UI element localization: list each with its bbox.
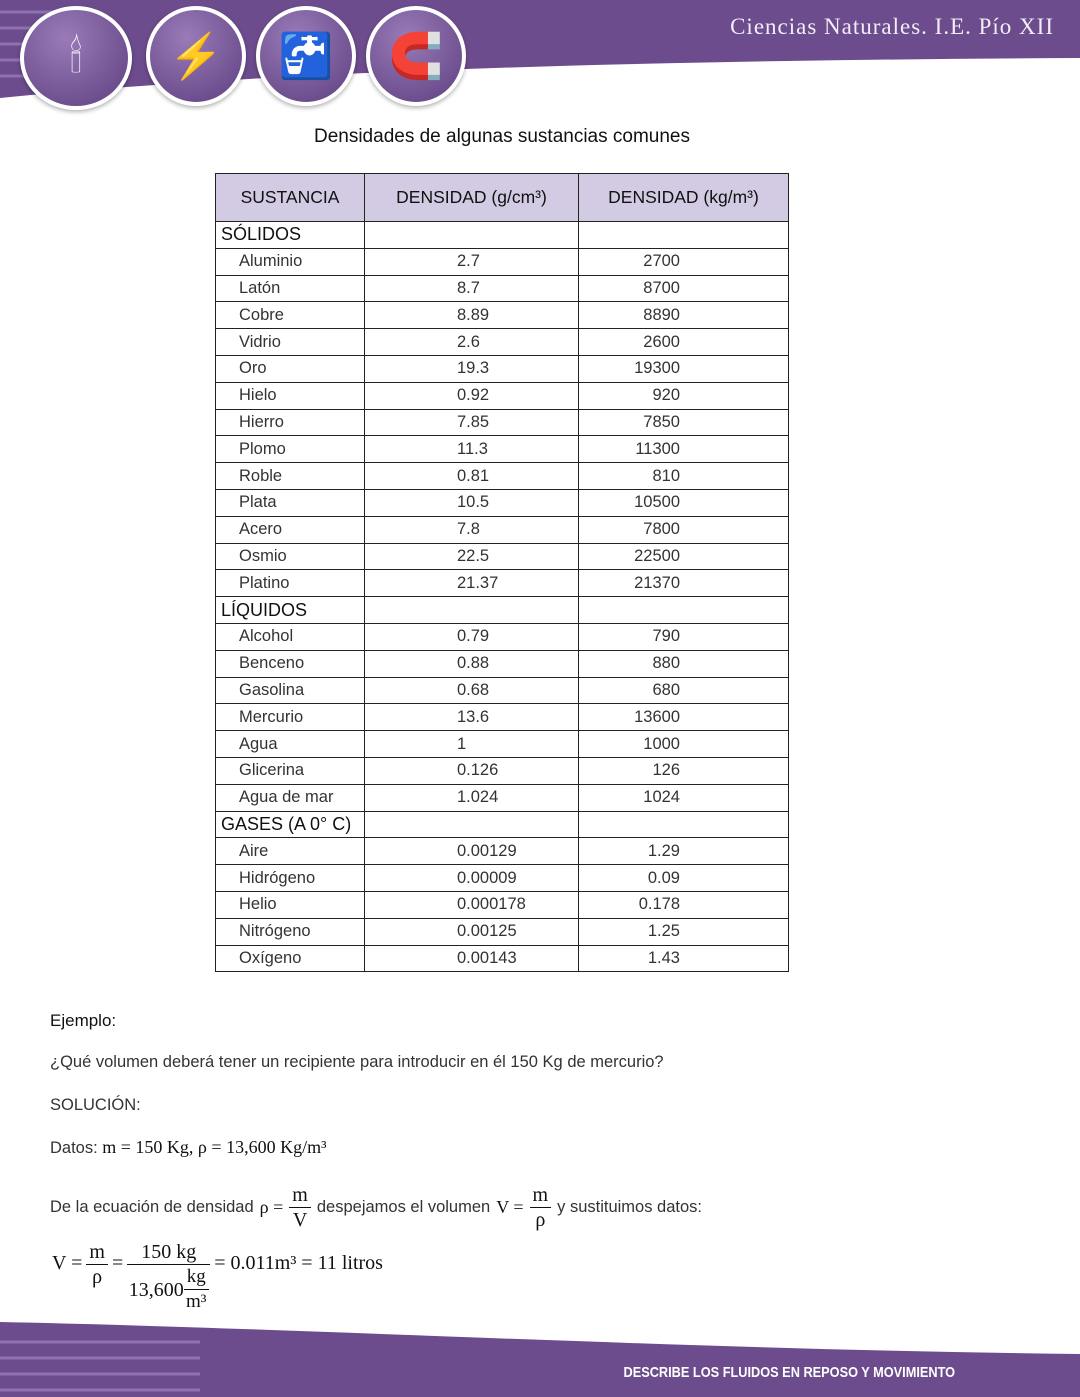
density-gcm3: 22.5: [365, 543, 579, 570]
density-gcm3: 7.85: [365, 409, 579, 436]
footer-text: DESCRIBE LOS FLUIDOS EN REPOSO Y MOVIMIENTO: [623, 1364, 955, 1381]
substance-name: Agua de mar: [216, 784, 365, 811]
equals: =: [111, 1252, 124, 1274]
table-row: [216, 436, 789, 463]
table-row: [216, 784, 789, 811]
density-kgm3: 1.29: [579, 838, 789, 865]
density-kgm3: 0.09: [579, 865, 789, 892]
group-row: [216, 597, 789, 624]
equation-text-c: y sustituimos datos:: [557, 1198, 702, 1216]
density-gcm3: 21.37: [365, 570, 579, 597]
density-kgm3: 11300: [579, 436, 789, 463]
substance-name: Cobre: [216, 302, 365, 329]
fraction-m-over-rho: [86, 1240, 108, 1289]
numerator: m: [530, 1183, 552, 1208]
table-row: [216, 570, 789, 597]
density-kgm3: 1000: [579, 731, 789, 758]
density-kgm3: 790: [579, 623, 789, 650]
empty-cell: [579, 597, 789, 624]
header-title: Ciencias Naturales. I.E. Pío XII: [730, 14, 1054, 39]
density-kgm3: 2700: [579, 248, 789, 275]
empty-cell: [579, 222, 789, 249]
substance-name: Aluminio: [216, 248, 365, 275]
substance-name: Latón: [216, 275, 365, 302]
substance-name: Oxígeno: [216, 945, 365, 972]
lightning-icon: ⚡: [146, 6, 246, 106]
substance-name: Osmio: [216, 543, 365, 570]
density-gcm3: 2.7: [365, 248, 579, 275]
density-kgm3: 13600: [579, 704, 789, 731]
v-eq: V =: [496, 1197, 524, 1217]
density-kgm3: 7850: [579, 409, 789, 436]
density-gcm3: 8.89: [365, 302, 579, 329]
substance-name: Nitrógeno: [216, 918, 365, 945]
magnet-icon: 🧲: [366, 6, 466, 106]
substance-name: Glicerina: [216, 757, 365, 784]
density-kgm3: 920: [579, 382, 789, 409]
density-gcm3: 8.7: [365, 275, 579, 302]
empty-cell: [365, 811, 579, 838]
substance-name: Acero: [216, 516, 365, 543]
table-row: [216, 704, 789, 731]
density-kgm3: 19300: [579, 355, 789, 382]
density-gcm3: 0.000178: [365, 891, 579, 918]
result: = 0.011m³ = 11 litros: [214, 1252, 383, 1274]
substance-name: Helio: [216, 891, 365, 918]
column-header-substance: SUSTANCIA: [216, 174, 365, 222]
density-gcm3: 0.126: [365, 757, 579, 784]
density-gcm3: 19.3: [365, 355, 579, 382]
substance-name: Benceno: [216, 650, 365, 677]
v-eq: V =: [52, 1252, 83, 1274]
density-kgm3: 680: [579, 677, 789, 704]
substance-name: Mercurio: [216, 704, 365, 731]
equation-text-a: De la ecuación de densidad: [50, 1198, 254, 1216]
group-label: SÓLIDOS: [216, 222, 365, 249]
candle-icon: 🕯: [20, 6, 132, 110]
column-header-density-kgm3: DENSIDAD (kg/m³): [579, 174, 789, 222]
density-kgm3: 810: [579, 463, 789, 490]
density-kgm3: 1.43: [579, 945, 789, 972]
group-label: GASES (A 0° C): [216, 811, 365, 838]
density-kgm3: 8890: [579, 302, 789, 329]
density-kgm3: 126: [579, 757, 789, 784]
density-gcm3: 0.79: [365, 623, 579, 650]
table-row: [216, 650, 789, 677]
density-kgm3: 22500: [579, 543, 789, 570]
density-kgm3: 10500: [579, 489, 789, 516]
density-gcm3: 13.6: [365, 704, 579, 731]
table-row: [216, 329, 789, 356]
group-row: [216, 222, 789, 249]
substance-name: Gasolina: [216, 677, 365, 704]
numerator: m: [289, 1183, 311, 1208]
density-gcm3: 2.6: [365, 329, 579, 356]
fraction-calc: [127, 1240, 210, 1314]
table-row: [216, 623, 789, 650]
table-row: [216, 489, 789, 516]
substance-name: Aire: [216, 838, 365, 865]
denominator-value: 13,600: [128, 1278, 184, 1301]
density-gcm3: 1.024: [365, 784, 579, 811]
table-row: [216, 275, 789, 302]
substance-name: Vidrio: [216, 329, 365, 356]
table-row: [216, 677, 789, 704]
datos-values: m = 150 Kg, ρ = 13,600 Kg/m³: [102, 1137, 327, 1157]
table-row: [216, 865, 789, 892]
table-title: Densidades de algunas sustancias comunes: [313, 126, 690, 147]
table-row: [216, 302, 789, 329]
denominator: V: [292, 1209, 308, 1231]
solution-label: SOLUCIÓN:: [50, 1096, 141, 1114]
footer-banner: [0, 1320, 1080, 1397]
density-kgm3: 1.25: [579, 918, 789, 945]
substance-name: Agua: [216, 731, 365, 758]
example-question: ¿Qué volumen deberá tener un recipiente para introducir en él 150 Kg de mercurio?: [50, 1053, 664, 1071]
table-row: [216, 382, 789, 409]
faucet-icon: 🚰: [256, 6, 356, 106]
substance-name: Platino: [216, 570, 365, 597]
table-row: [216, 945, 789, 972]
density-gcm3: 0.68: [365, 677, 579, 704]
table-row: [216, 757, 789, 784]
empty-cell: [365, 222, 579, 249]
substance-name: Plomo: [216, 436, 365, 463]
density-gcm3: 0.00009: [365, 865, 579, 892]
table-row: [216, 891, 789, 918]
substance-name: Alcohol: [216, 623, 365, 650]
group-label: LÍQUIDOS: [216, 597, 365, 624]
empty-cell: [579, 811, 789, 838]
numerator: m: [86, 1240, 108, 1265]
table-row: [216, 543, 789, 570]
density-gcm3: 10.5: [365, 489, 579, 516]
empty-cell: [365, 597, 579, 624]
density-kgm3: 8700: [579, 275, 789, 302]
substance-name: Oro: [216, 355, 365, 382]
density-table: [215, 173, 789, 972]
table-row: [216, 516, 789, 543]
density-kgm3: 2600: [579, 329, 789, 356]
density-gcm3: 0.00129: [365, 838, 579, 865]
table-row: [216, 731, 789, 758]
density-gcm3: 0.00125: [365, 918, 579, 945]
unit-m3: m³: [185, 1291, 207, 1312]
fraction-m-over-rho: [530, 1183, 552, 1232]
density-kgm3: 1024: [579, 784, 789, 811]
substance-name: Hierro: [216, 409, 365, 436]
density-gcm3: 0.81: [365, 463, 579, 490]
density-gcm3: 1: [365, 731, 579, 758]
density-gcm3: 0.00143: [365, 945, 579, 972]
fraction-m-over-v: [289, 1183, 311, 1232]
group-row: [216, 811, 789, 838]
rho-eq: ρ =: [259, 1197, 284, 1217]
table-row: [216, 409, 789, 436]
density-gcm3: 11.3: [365, 436, 579, 463]
calculation: [52, 1240, 383, 1314]
table-row: [216, 463, 789, 490]
example-heading: Ejemplo:: [50, 1011, 117, 1030]
table-row: [216, 355, 789, 382]
density-gcm3: 0.92: [365, 382, 579, 409]
density-gcm3: 7.8: [365, 516, 579, 543]
table-row: [216, 838, 789, 865]
substance-name: Hidrógeno: [216, 865, 365, 892]
density-kgm3: 7800: [579, 516, 789, 543]
density-kgm3: 880: [579, 650, 789, 677]
table-row: [216, 248, 789, 275]
density-kgm3: 0.178: [579, 891, 789, 918]
table-row: [216, 918, 789, 945]
substance-name: Plata: [216, 489, 365, 516]
density-kgm3: 21370: [579, 570, 789, 597]
substance-name: Hielo: [216, 382, 365, 409]
datos-label: Datos:: [50, 1139, 98, 1157]
numerator: 150 kg: [127, 1240, 210, 1265]
unit-kg: kg: [184, 1265, 209, 1290]
equation-text-b: despejamos el volumen: [316, 1198, 491, 1216]
denominator: ρ: [535, 1209, 546, 1231]
denominator: ρ: [92, 1266, 103, 1288]
column-header-density-gcm3: DENSIDAD (g/cm³): [365, 174, 579, 222]
substance-name: Roble: [216, 463, 365, 490]
density-gcm3: 0.88: [365, 650, 579, 677]
